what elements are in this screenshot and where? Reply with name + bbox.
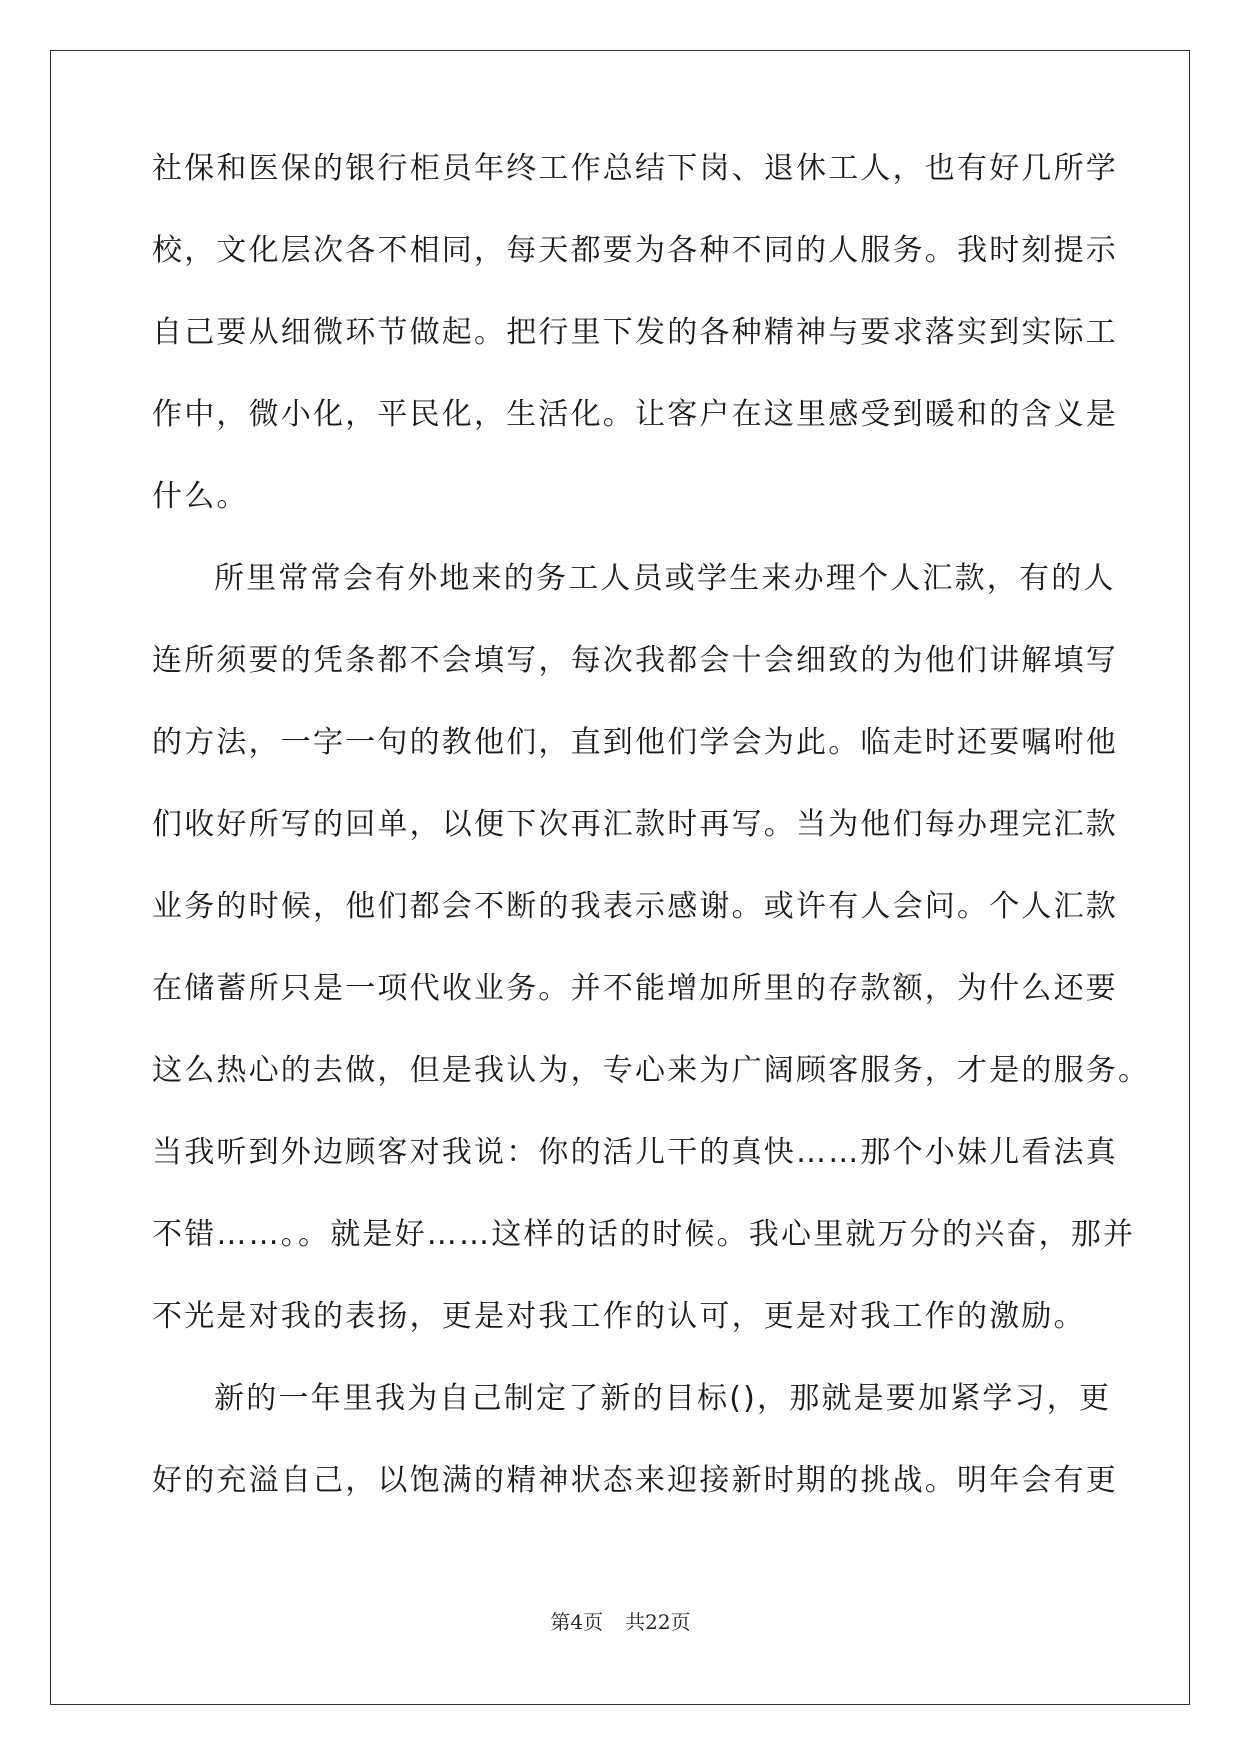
text-line: 自己要从细微环节做起。把行里下发的各种精神与要求落实到实际工 <box>152 315 1118 350</box>
current-page-number: 第4页 <box>550 1610 604 1634</box>
text-line: 在储蓄所只是一项代收业务。并不能增加所里的存款额，为什么还要 <box>152 971 1118 1006</box>
text-line: 好的充溢自己，以饱满的精神状态来迎接新时期的挑战。明年会有更 <box>152 1463 1118 1498</box>
text-line: 不错……。。就是好……这样的话的时候。我心里就万分的兴奋，那并 <box>152 1217 1136 1252</box>
text-line: 社保和医保的银行柜员年终工作总结下岗、退休工人，也有好几所学 <box>152 151 1118 186</box>
text-line: 连所须要的凭条都不会填写，每次我都会十会细致的为他们讲解填写 <box>152 643 1118 678</box>
text-line: 这么热心的去做，但是我认为，专心来为广阔顾客服务，才是的服务。 <box>152 1053 1151 1088</box>
text-line: 不光是对我的表扬，更是对我工作的认可，更是对我工作的激励。 <box>152 1299 1086 1334</box>
text-line: 当我听到外边顾客对我说：你的活儿干的真快……那个小妹儿看法真 <box>152 1135 1118 1170</box>
paragraph-1 <box>152 150 1118 560</box>
page-footer <box>0 1606 1241 1635</box>
text-line: 所里常常会有外地来的务工人员或学生来办理个人汇款，有的人 <box>214 561 1116 596</box>
text-line: 新的一年里我为自己制定了新的目标()，那就是要加紧学习，更 <box>214 1381 1112 1416</box>
text-line: 业务的时候，他们都会不断的我表示感谢。或许有人会问。个人汇款 <box>152 889 1118 924</box>
text-line: 们收好所写的回单，以便下次再汇款时再写。当为他们每办理完汇款 <box>152 807 1118 842</box>
text-line: 的方法，一字一句的教他们，直到他们学会为此。临走时还要嘱咐他 <box>152 725 1118 760</box>
text-line: 什么。 <box>152 479 249 514</box>
total-page-count: 共22页 <box>625 1610 691 1634</box>
document-body <box>152 150 1151 1544</box>
text-line: 作中，微小化，平民化，生活化。让客户在这里感受到暖和的含义是 <box>152 397 1118 432</box>
paragraph-2 <box>152 560 1151 1380</box>
text-line: 校，文化层次各不相同，每天都要为各种不同的人服务。我时刻提示 <box>152 233 1118 268</box>
paragraph-3 <box>152 1380 1118 1544</box>
